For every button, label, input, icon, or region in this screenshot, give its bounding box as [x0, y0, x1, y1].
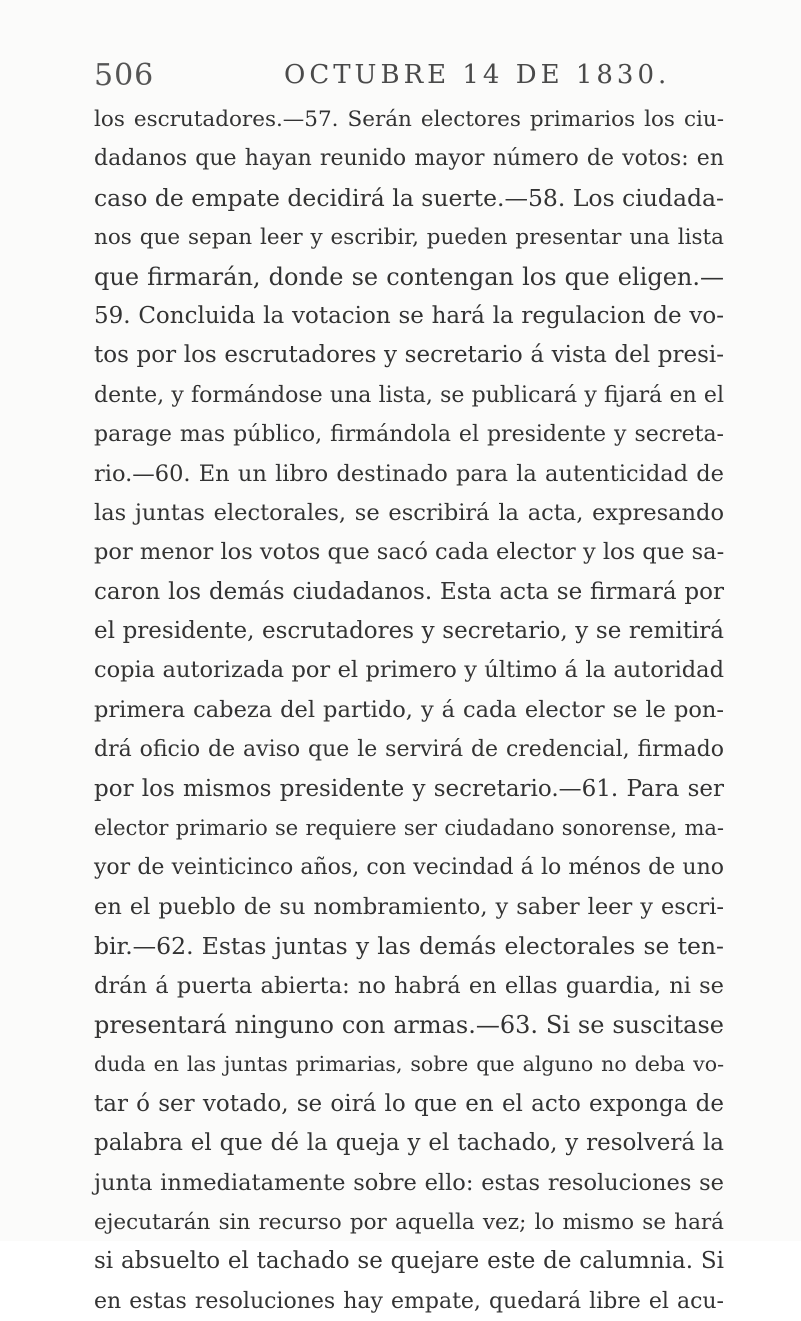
- text-line: en el pueblo de su nombramiento, y saber leer y escri-: [94, 893, 724, 920]
- text-line: tos por los escrutadores y secretario á vista del presi-: [94, 342, 724, 369]
- text-line: nos que sepan leer y escribir, pueden presentar una lista: [94, 225, 724, 251]
- text-line: las juntas electorales, se escribirá la acta, expresando: [94, 499, 724, 526]
- page-number: 506: [94, 58, 155, 93]
- text-line: 59. Concluida la votacion se hará la regulacion de vo-: [94, 302, 724, 329]
- text-line: dente, y formándose una lista, se publicará y fijará en el: [94, 382, 724, 408]
- page-header: [94, 58, 714, 98]
- text-line: duda en las juntas primarias, sobre que alguno no deba vo-: [94, 1052, 724, 1077]
- text-line: drán á puerta abierta: no habrá en ellas guardia, ni se: [94, 972, 724, 999]
- body-text: [94, 100, 724, 1321]
- text-line: rio.—60. En un libro destinado para la autenticidad de: [94, 460, 724, 487]
- text-line: elector primario se requiere ser ciudadano sonorense, ma-: [94, 816, 724, 841]
- text-line: copia autorizada por el primero y último á la autoridad: [94, 657, 724, 684]
- text-line: por los mismos presidente y secretario.—61. Para ser: [94, 775, 724, 802]
- text-line: primera cabeza del partido, y á cada elector se le pon-: [94, 696, 724, 723]
- running-head: OCTUBRE 14 DE 1830.: [284, 60, 671, 90]
- text-line: yor de veinticinco años, con vecindad á lo ménos de uno: [94, 855, 724, 881]
- text-line: en estas resoluciones hay empate, quedará libre el acu-: [94, 1288, 724, 1314]
- text-line: drá oficio de aviso que le servirá de credencial, firmado: [94, 737, 724, 763]
- text-line: por menor los votos que sacó cada elector y los que sa-: [94, 539, 725, 566]
- text-line: junta inmediatamente sobre ello: estas resoluciones se: [94, 1169, 724, 1196]
- text-line: que firmarán, donde se contengan los que eligen.—: [94, 262, 724, 291]
- text-line: palabra el que dé la queja y el tachado, y resolverá la: [94, 1130, 724, 1157]
- text-line: caron los demás ciudadanos. Esta acta se firmará por: [94, 578, 724, 605]
- text-line: parage mas público, firmándola el presidente y secreta-: [94, 422, 724, 448]
- text-line: presentará ninguno con armas.—63. Si se suscitase: [94, 1010, 724, 1039]
- text-line: si absuelto el tachado se quejare este de calumnia. Si: [94, 1248, 724, 1275]
- text-line: dadanos que hayan reunido mayor número de votos: en: [94, 146, 724, 172]
- text-line: bir.—62. Estas juntas y las demás electorales se ten-: [94, 932, 724, 961]
- text-line: tar ó ser votado, se oirá lo que en el acto exponga de: [94, 1090, 724, 1117]
- text-line: caso de empate decidirá la suerte.—58. Los ciudada-: [94, 183, 724, 212]
- text-line: el presidente, escrutadores y secretario, y se remitirá: [94, 618, 724, 645]
- text-line: ejecutarán sin recurso por aquella vez; lo mismo se hará: [94, 1209, 724, 1235]
- text-line: los escrutadores.—57. Serán electores primarios los ciu-: [94, 107, 724, 132]
